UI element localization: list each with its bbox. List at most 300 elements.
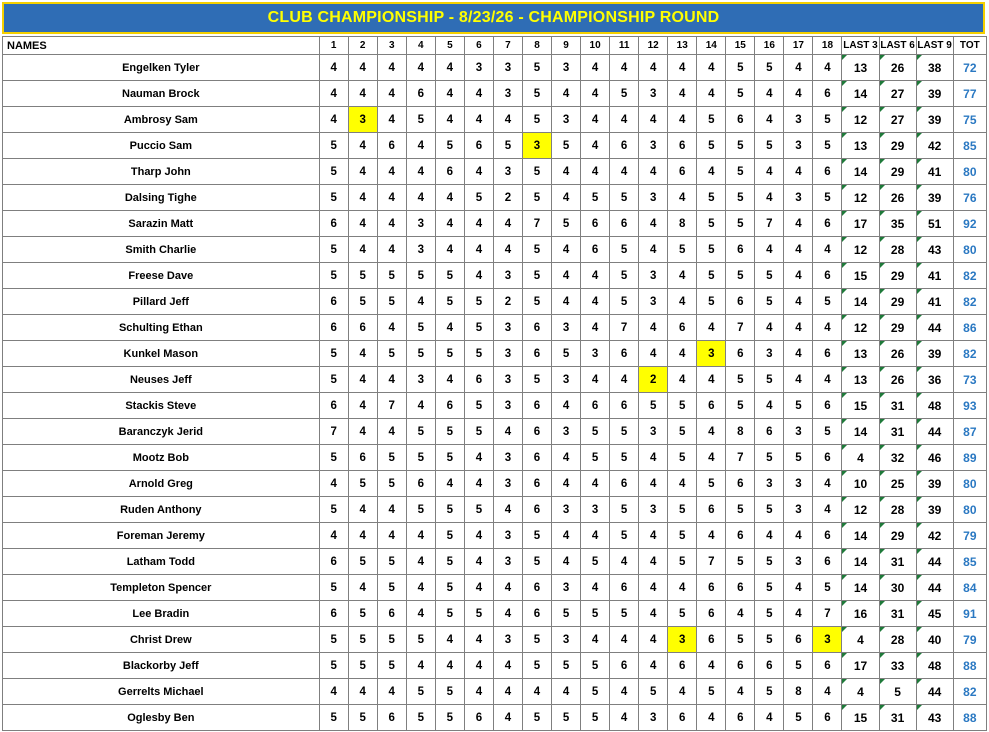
hole-header: 14 — [697, 37, 726, 55]
hole-score: 5 — [348, 653, 377, 679]
hole-score: 4 — [813, 497, 842, 523]
hole-header: 5 — [435, 37, 464, 55]
hole-score: 4 — [493, 497, 522, 523]
hole-score: 3 — [784, 185, 813, 211]
last6-score: 26 — [879, 341, 916, 367]
hole-score: 5 — [319, 445, 348, 471]
hole-score: 5 — [319, 575, 348, 601]
hole-score: 5 — [522, 107, 551, 133]
hole-header: 18 — [813, 37, 842, 55]
player-row — [3, 679, 987, 705]
hole-header: 1 — [319, 37, 348, 55]
hole-score: 5 — [406, 445, 435, 471]
hole-score: 5 — [813, 133, 842, 159]
hole-score: 4 — [668, 185, 697, 211]
total-score: 88 — [953, 653, 986, 679]
hole-score: 3 — [784, 549, 813, 575]
player-name: Sarazin Matt — [3, 211, 320, 237]
last9-score: 44 — [916, 575, 953, 601]
hole-score: 5 — [697, 211, 726, 237]
hole-score-birdie: 3 — [668, 627, 697, 653]
hole-score: 5 — [784, 653, 813, 679]
player-row — [3, 341, 987, 367]
hole-score: 4 — [813, 237, 842, 263]
hole-score: 5 — [406, 263, 435, 289]
hole-header: 3 — [377, 37, 406, 55]
hole-score: 5 — [348, 705, 377, 731]
hole-score: 3 — [581, 497, 610, 523]
hole-score: 5 — [581, 653, 610, 679]
hole-score: 4 — [610, 107, 639, 133]
last9-score: 39 — [916, 497, 953, 523]
hole-score: 4 — [581, 263, 610, 289]
hole-score: 4 — [493, 575, 522, 601]
player-name: Neuses Jeff — [3, 367, 320, 393]
hole-score: 4 — [697, 81, 726, 107]
player-name: Foreman Jeremy — [3, 523, 320, 549]
hole-score: 3 — [493, 159, 522, 185]
hole-score: 4 — [755, 185, 784, 211]
hole-score: 4 — [319, 81, 348, 107]
hole-score: 4 — [348, 185, 377, 211]
hole-score: 6 — [784, 627, 813, 653]
hole-score: 6 — [610, 211, 639, 237]
hole-score: 5 — [726, 549, 755, 575]
player-name: Arnold Greg — [3, 471, 320, 497]
player-name: Kunkel Mason — [3, 341, 320, 367]
hole-score: 4 — [668, 55, 697, 81]
hole-score: 7 — [726, 445, 755, 471]
hole-score: 4 — [348, 679, 377, 705]
hole-score: 4 — [435, 185, 464, 211]
hole-score: 5 — [610, 185, 639, 211]
last3-score: 12 — [842, 185, 879, 211]
hole-score: 4 — [552, 549, 581, 575]
hole-score: 6 — [464, 367, 493, 393]
hole-score: 5 — [552, 601, 581, 627]
player-name: Schulting Ethan — [3, 315, 320, 341]
hole-score: 6 — [610, 575, 639, 601]
hole-score: 4 — [726, 679, 755, 705]
hole-score: 4 — [435, 367, 464, 393]
hole-score: 5 — [697, 185, 726, 211]
hole-score: 7 — [522, 211, 551, 237]
player-name: Pillard Jeff — [3, 289, 320, 315]
hole-score: 4 — [406, 185, 435, 211]
hole-score: 3 — [493, 367, 522, 393]
hole-score: 4 — [377, 497, 406, 523]
hole-score: 4 — [552, 237, 581, 263]
hole-score-birdie: 2 — [639, 367, 668, 393]
total-score: 79 — [953, 627, 986, 653]
hole-score: 4 — [464, 211, 493, 237]
hole-score: 4 — [319, 523, 348, 549]
total-score: 89 — [953, 445, 986, 471]
hole-score: 5 — [406, 627, 435, 653]
total-score: 85 — [953, 549, 986, 575]
hole-score: 3 — [552, 575, 581, 601]
last6-score: 27 — [879, 107, 916, 133]
hole-score: 5 — [377, 341, 406, 367]
hole-score: 4 — [435, 237, 464, 263]
hole-score: 3 — [639, 263, 668, 289]
hole-score: 4 — [348, 211, 377, 237]
hole-score: 4 — [697, 159, 726, 185]
hole-score: 8 — [668, 211, 697, 237]
hole-score: 5 — [319, 185, 348, 211]
player-name: Stackis Steve — [3, 393, 320, 419]
hole-score: 4 — [493, 419, 522, 445]
player-row — [3, 159, 987, 185]
hole-score: 5 — [784, 705, 813, 731]
hole-score: 5 — [406, 341, 435, 367]
total-score: 84 — [953, 575, 986, 601]
hole-score: 4 — [639, 315, 668, 341]
hole-header: 8 — [522, 37, 551, 55]
hole-score: 4 — [319, 107, 348, 133]
hole-score: 5 — [610, 523, 639, 549]
hole-score: 3 — [493, 55, 522, 81]
hole-score: 4 — [639, 471, 668, 497]
hole-score: 4 — [377, 367, 406, 393]
player-row — [3, 185, 987, 211]
hole-score: 4 — [668, 679, 697, 705]
hole-score-birdie: 3 — [697, 341, 726, 367]
player-name: Blackorby Jeff — [3, 653, 320, 679]
hole-score: 3 — [493, 523, 522, 549]
hole-score: 5 — [668, 445, 697, 471]
hole-score: 3 — [755, 471, 784, 497]
hole-score: 4 — [348, 523, 377, 549]
last9-score: 41 — [916, 289, 953, 315]
hole-score: 3 — [552, 627, 581, 653]
hole-score: 6 — [319, 393, 348, 419]
last3-score: 17 — [842, 211, 879, 237]
hole-score: 4 — [610, 627, 639, 653]
hole-score: 4 — [668, 263, 697, 289]
last6-score: 31 — [879, 419, 916, 445]
hole-score: 6 — [813, 81, 842, 107]
hole-score: 5 — [726, 159, 755, 185]
hole-score: 3 — [581, 341, 610, 367]
hole-score: 5 — [813, 185, 842, 211]
hole-score: 5 — [755, 549, 784, 575]
hole-score: 5 — [610, 419, 639, 445]
hole-score: 5 — [755, 679, 784, 705]
hole-score: 4 — [319, 55, 348, 81]
hole-score: 5 — [755, 263, 784, 289]
hole-score: 5 — [348, 471, 377, 497]
hole-header: 9 — [552, 37, 581, 55]
last3-score: 15 — [842, 263, 879, 289]
hole-score: 5 — [581, 601, 610, 627]
hole-score: 4 — [639, 211, 668, 237]
hole-score: 5 — [697, 471, 726, 497]
last9-score: 41 — [916, 263, 953, 289]
hole-score: 5 — [726, 367, 755, 393]
total-score: 82 — [953, 263, 986, 289]
last3-score: 13 — [842, 55, 879, 81]
hole-score: 6 — [813, 653, 842, 679]
hole-score: 5 — [522, 159, 551, 185]
hole-score: 4 — [348, 419, 377, 445]
player-name: Christ Drew — [3, 627, 320, 653]
hole-score: 5 — [406, 107, 435, 133]
last3-score: 13 — [842, 133, 879, 159]
player-name: Mootz Bob — [3, 445, 320, 471]
hole-score: 5 — [522, 367, 551, 393]
hole-score: 4 — [784, 367, 813, 393]
hole-score: 5 — [377, 653, 406, 679]
hole-score: 5 — [319, 133, 348, 159]
last9-score: 51 — [916, 211, 953, 237]
hole-score: 3 — [784, 419, 813, 445]
hole-score: 6 — [610, 471, 639, 497]
hole-score: 3 — [639, 497, 668, 523]
player-name: Engelken Tyler — [3, 55, 320, 81]
hole-score: 5 — [348, 289, 377, 315]
last9-score: 48 — [916, 653, 953, 679]
hole-score: 3 — [493, 263, 522, 289]
hole-score: 5 — [784, 445, 813, 471]
hole-score: 5 — [348, 627, 377, 653]
hole-score: 4 — [697, 419, 726, 445]
hole-score: 5 — [726, 497, 755, 523]
last3-score: 14 — [842, 289, 879, 315]
total-score: 82 — [953, 289, 986, 315]
hole-score: 5 — [755, 601, 784, 627]
last6-score: 30 — [879, 575, 916, 601]
player-row — [3, 367, 987, 393]
hole-score: 3 — [406, 367, 435, 393]
hole-score: 4 — [377, 81, 406, 107]
hole-score: 5 — [697, 289, 726, 315]
hole-score: 5 — [697, 133, 726, 159]
hole-score: 5 — [464, 289, 493, 315]
hole-score: 6 — [726, 341, 755, 367]
hole-score: 4 — [639, 159, 668, 185]
last3-score: 14 — [842, 523, 879, 549]
hole-score: 4 — [377, 211, 406, 237]
hole-score: 5 — [464, 419, 493, 445]
hole-score: 4 — [784, 315, 813, 341]
hole-score: 5 — [726, 263, 755, 289]
last6-score: 26 — [879, 367, 916, 393]
player-name: Tharp John — [3, 159, 320, 185]
hole-score: 8 — [726, 419, 755, 445]
last9-score: 46 — [916, 445, 953, 471]
hole-score: 6 — [697, 497, 726, 523]
hole-score: 4 — [668, 341, 697, 367]
hole-score: 4 — [464, 679, 493, 705]
hole-score: 5 — [319, 159, 348, 185]
last3-score: 13 — [842, 367, 879, 393]
hole-score: 4 — [464, 523, 493, 549]
last9-score: 39 — [916, 471, 953, 497]
hole-score: 5 — [668, 497, 697, 523]
hole-score: 5 — [522, 653, 551, 679]
hole-score: 5 — [377, 627, 406, 653]
player-name: Ambrosy Sam — [3, 107, 320, 133]
hole-score: 6 — [726, 289, 755, 315]
player-name: Gerrelts Michael — [3, 679, 320, 705]
hole-score: 6 — [668, 159, 697, 185]
hole-score: 4 — [668, 289, 697, 315]
hole-score: 4 — [755, 705, 784, 731]
last6-score: 28 — [879, 627, 916, 653]
hole-score: 3 — [552, 107, 581, 133]
last3-score: 15 — [842, 393, 879, 419]
hole-score: 6 — [522, 445, 551, 471]
hole-score: 6 — [522, 497, 551, 523]
hole-score: 4 — [610, 159, 639, 185]
hole-score: 4 — [406, 523, 435, 549]
player-row — [3, 445, 987, 471]
last6-score: 29 — [879, 159, 916, 185]
hole-score: 3 — [493, 81, 522, 107]
last9-score: 44 — [916, 419, 953, 445]
hole-score: 7 — [377, 393, 406, 419]
total-score: 76 — [953, 185, 986, 211]
hole-score: 5 — [697, 237, 726, 263]
hole-score: 6 — [522, 419, 551, 445]
hole-score: 4 — [697, 367, 726, 393]
total-score: 80 — [953, 159, 986, 185]
hole-score: 4 — [784, 263, 813, 289]
hole-score: 4 — [348, 159, 377, 185]
hole-score: 6 — [726, 107, 755, 133]
hole-score: 4 — [348, 367, 377, 393]
hole-score: 6 — [697, 627, 726, 653]
hole-header: 13 — [668, 37, 697, 55]
total-score: 80 — [953, 471, 986, 497]
hole-score: 4 — [639, 55, 668, 81]
hole-score: 5 — [813, 289, 842, 315]
last9-score: 36 — [916, 367, 953, 393]
hole-score: 6 — [813, 263, 842, 289]
hole-score: 4 — [552, 289, 581, 315]
last3-score: 4 — [842, 627, 879, 653]
last6-score: 26 — [879, 55, 916, 81]
hole-score: 4 — [581, 575, 610, 601]
hole-score: 4 — [668, 81, 697, 107]
hole-score: 5 — [464, 185, 493, 211]
last6-score: 33 — [879, 653, 916, 679]
hole-score: 5 — [610, 289, 639, 315]
hole-score: 4 — [493, 679, 522, 705]
hole-score: 4 — [784, 575, 813, 601]
hole-score: 6 — [813, 549, 842, 575]
last9-score: 39 — [916, 81, 953, 107]
hole-score: 5 — [668, 237, 697, 263]
player-name: Nauman Brock — [3, 81, 320, 107]
hole-score: 6 — [319, 315, 348, 341]
hole-score: 4 — [697, 55, 726, 81]
hole-score: 6 — [610, 653, 639, 679]
hole-score: 5 — [319, 653, 348, 679]
hole-score: 4 — [377, 237, 406, 263]
last9-score: 45 — [916, 601, 953, 627]
hole-score: 5 — [319, 341, 348, 367]
hole-score: 6 — [435, 159, 464, 185]
hole-score: 5 — [522, 263, 551, 289]
player-row — [3, 393, 987, 419]
hole-score: 5 — [610, 445, 639, 471]
hole-score: 4 — [406, 289, 435, 315]
last6-score: 35 — [879, 211, 916, 237]
hole-score: 4 — [348, 81, 377, 107]
hole-score: 4 — [493, 601, 522, 627]
player-row — [3, 133, 987, 159]
hole-score: 5 — [464, 497, 493, 523]
hole-score: 5 — [755, 55, 784, 81]
hole-score: 4 — [552, 471, 581, 497]
hole-score-birdie: 3 — [348, 107, 377, 133]
hole-score: 4 — [377, 523, 406, 549]
hole-score: 4 — [464, 471, 493, 497]
hole-score: 4 — [755, 315, 784, 341]
player-row — [3, 575, 987, 601]
hole-score: 4 — [697, 315, 726, 341]
hole-score: 5 — [435, 601, 464, 627]
last3-score: 12 — [842, 497, 879, 523]
hole-score: 5 — [755, 575, 784, 601]
last6-header: LAST 6 — [879, 37, 916, 55]
hole-score: 3 — [552, 497, 581, 523]
last3-score: 17 — [842, 653, 879, 679]
hole-score: 6 — [522, 575, 551, 601]
hole-score: 5 — [522, 185, 551, 211]
hole-score: 5 — [726, 55, 755, 81]
hole-score: 5 — [697, 679, 726, 705]
hole-score: 3 — [493, 315, 522, 341]
hole-score: 3 — [552, 55, 581, 81]
hole-score: 4 — [784, 341, 813, 367]
total-score: 92 — [953, 211, 986, 237]
hole-score: 4 — [697, 705, 726, 731]
hole-score: 5 — [377, 289, 406, 315]
last9-score: 38 — [916, 55, 953, 81]
hole-score: 5 — [464, 601, 493, 627]
hole-score: 4 — [377, 107, 406, 133]
hole-score: 3 — [493, 549, 522, 575]
hole-score: 6 — [755, 653, 784, 679]
hole-score: 4 — [639, 445, 668, 471]
hole-score: 5 — [726, 81, 755, 107]
hole-score: 4 — [464, 653, 493, 679]
hole-score: 5 — [435, 523, 464, 549]
last3-score: 12 — [842, 237, 879, 263]
hole-score: 3 — [464, 55, 493, 81]
hole-score: 5 — [755, 445, 784, 471]
hole-score: 4 — [697, 445, 726, 471]
hole-score: 4 — [406, 601, 435, 627]
hole-score: 6 — [610, 133, 639, 159]
hole-score: 4 — [377, 419, 406, 445]
hole-score: 4 — [726, 601, 755, 627]
hole-score: 4 — [377, 159, 406, 185]
hole-score: 4 — [464, 549, 493, 575]
hole-score: 6 — [406, 81, 435, 107]
player-row — [3, 81, 987, 107]
hole-score: 5 — [435, 549, 464, 575]
total-score: 91 — [953, 601, 986, 627]
hole-score: 5 — [319, 367, 348, 393]
hole-score: 7 — [319, 419, 348, 445]
player-name: Ruden Anthony — [3, 497, 320, 523]
total-score: 82 — [953, 341, 986, 367]
hole-score: 3 — [639, 705, 668, 731]
